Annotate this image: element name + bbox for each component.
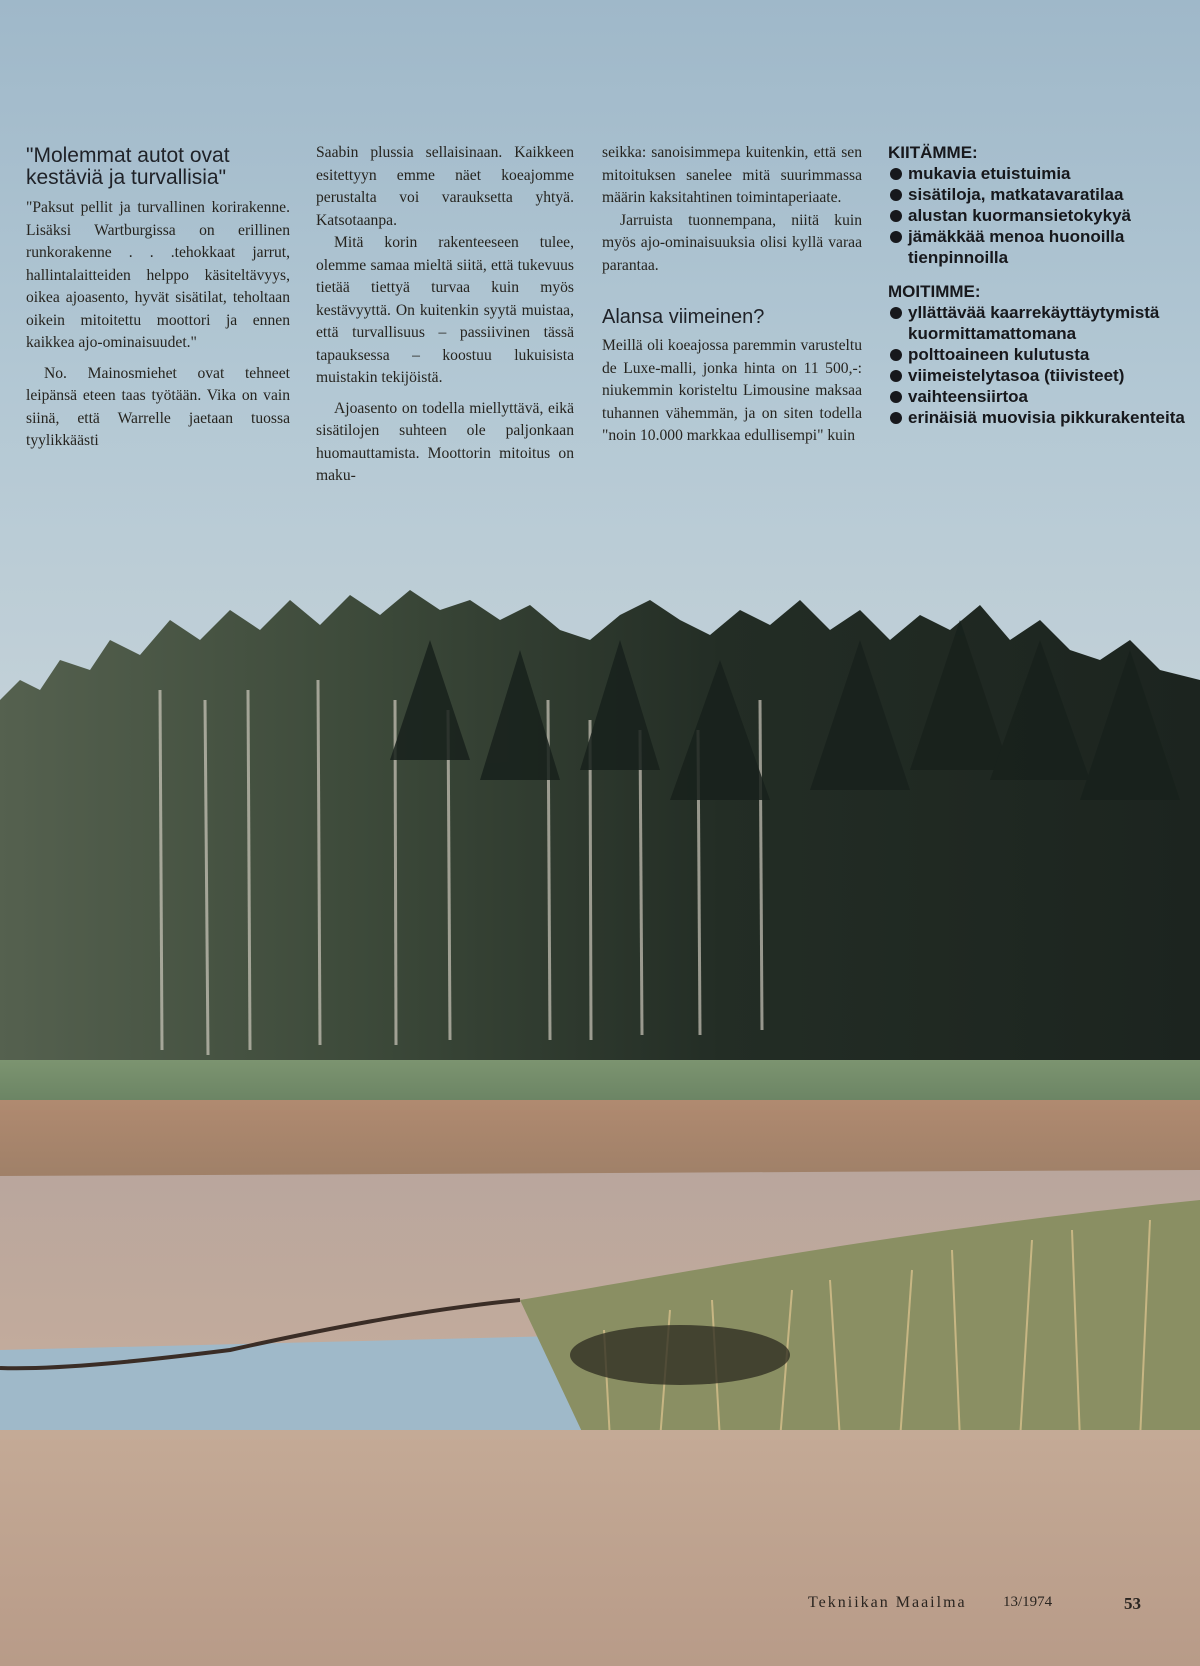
praise-title: KIITÄMME: — [888, 143, 978, 162]
list-item: viimeistelytasoa (tiivisteet) — [888, 365, 1188, 386]
list-item: yllättävää kaarrekäyttäytymistä kuormittamattomana — [888, 302, 1188, 344]
issue-number: 13/1974 — [1003, 1594, 1053, 1610]
forest-treeline — [0, 590, 1200, 1060]
article-column-2 — [316, 142, 574, 488]
paragraph: Meillä oli koeajossa paremmin varusteltu de Luxe-malli, jonka hinta on 11 500,-: niukemmin koristeltu Limousine maksaa tuhannen vähemmän, ja on siten todella "noin 10.000 markkaa edullisempi" kuin — [602, 337, 862, 444]
list-item: vaihteensiirtoa — [888, 386, 1188, 407]
article-column-1 — [26, 142, 290, 453]
magazine-name: Tekniikan Maailma — [808, 1594, 967, 1611]
article-column-3 — [602, 142, 862, 448]
list-item: mukavia etuistuimia — [888, 163, 1188, 184]
paragraph: Saabin plussia sellaisinaan. Kaikkeen esitettyyn emme näet koeajomme perustalta voi varauksetta yhtyä. Katsotaanpa. — [316, 144, 574, 229]
paragraph: Mitä korin rakenteeseen tulee, olemme samaa mieltä siitä, että tukevuus tietää tiettyä turvaa kuin myös kestävyyttä. On kuitenkin syytä muistaa, että turvallisuus – passiivinen tässä tapauksessa – koostuu lukuisista muistakin tekijöistä. — [316, 234, 574, 386]
section-heading: Alansa viimeinen? — [602, 306, 765, 328]
ploughed-field — [0, 1100, 1200, 1178]
verdict-box — [888, 142, 1188, 428]
article-headline: "Molemmat autot ovat kestäviä ja turvallisia" — [26, 144, 230, 189]
list-item: sisätiloja, matkatavaratilaa — [888, 184, 1188, 205]
list-item: jämäkkää menoa huonoilla tienpinnoilla — [888, 226, 1188, 268]
page-number: 53 — [1124, 1594, 1141, 1613]
paragraph: seikka: sanoisimmepa kuitenkin, että sen mitoituksen sanelee mitä suurimmassa määrin kaksitahtinen toimintaperiaate. — [602, 144, 862, 206]
criticism-list — [888, 302, 1188, 428]
list-item: erinäisiä muovisia pikkurakenteita — [888, 407, 1188, 428]
praise-list — [888, 163, 1188, 268]
paragraph: No. Mainosmiehet ovat tehneet leipänsä eteen taas työtään. Vika on vain siinä, että Warrelle jaetaan tuossa tyylikkäästi — [26, 364, 290, 449]
ditch-shadow — [570, 1325, 790, 1385]
blurred-foreground — [0, 1430, 1200, 1666]
paragraph: Ajoasento on todella miellyttävä, eikä sisätilojen suhteen ole paljonkaan huomauttamista. Moottorin mitoitus on maku- — [316, 399, 574, 484]
paragraph: Jarruista tuonnempana, niitä kuin myös ajo-ominaisuuksia olisi kyllä varaa parantaa. — [602, 211, 862, 274]
paragraph: "Paksut pellit ja turvallinen korirakenne. Lisäksi Wartburgissa on erillinen runkorakenne . . .tehokkaat jarrut, hallintalaitteiden helppo käsiteltävyys, oikea ajoasento, hyvät sisätilat, teholtaan oikein mitoitettu moottori ja ennen kaikkea ajo-ominaisuudet." — [26, 199, 290, 351]
criticism-title: MOITIMME: — [888, 282, 981, 301]
list-item: polttoaineen kulutusta — [888, 344, 1188, 365]
green-field — [0, 1060, 1200, 1102]
list-item: alustan kuormansietokykyä — [888, 205, 1188, 226]
